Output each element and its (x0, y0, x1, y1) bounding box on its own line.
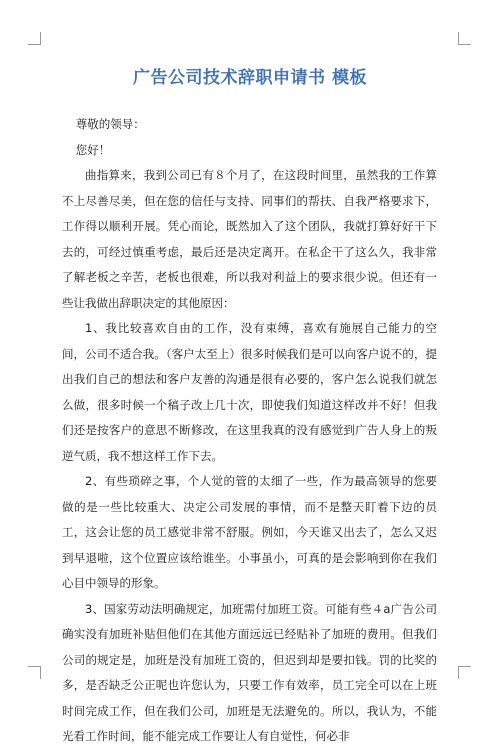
greeting: 您好！ (75, 142, 111, 157)
crop-mark-bottom-right (458, 666, 471, 679)
crop-mark-bottom-left (28, 666, 41, 679)
salutation: 尊敬的领导： (75, 117, 145, 131)
paragraph-reason-3: 3、国家劳动法明确规定，加班需付加班工资。可能有些４a广告公司确实没有加班补贴但他们在其他方面远远已经贴补了加班的费用。但我们公司的规定是，加班是没有加班工资的，但迟到却是要扣钱。罚的比奖的多，是否缺乏公正呢也许您认为，只要工作有效率，员工完全可以在上班时间完成工作，但在我们公司，加班是无法避免的。所以，我认为，不能光看工作时间，能不能完成工作要让人有自觉性，何必非 (62, 601, 437, 743)
document-body (62, 112, 437, 750)
paragraph-intro: 曲指算来，我到公司已有８个月了，在这段时间里，虽然我的工作算不上尽善尽美，但在您的信任与支持、同事们的帮扶、自我严格要求下，工作得以顺利开展。凭心而论，既然加入了这个团队，我就打算好好干下去的，可经过慎重考虑，最后还是决定离开。在私企干了这么久，我非常了解老板之辛苦，老板也很难，所以我对利益上的要求很少说。但还有一些让我做出辞职决定的其他原因： (62, 168, 437, 310)
document-title: 广告公司技术辞职申请书 模板 (133, 68, 367, 88)
paragraph-reason-2: 2、有些琐碎之事，个人觉的管的太细了一些，作为最高领导的您要做的是一些比较重大、决定公司发展的事情，而不是整天盯着下边的员工，这会让您的员工感觉非常不舒服。例如，今天谁又出去了，怎么又迟到早退啦，这个位置应该给谁坐。小事虽小，可真的是会影响到你在我们心目中领导的形象。 (62, 474, 437, 590)
paragraph-reason-1: 1、我比较喜欢自由的工作，没有束缚，喜欢有施展自己能力的空间，公司不适合我。（客户太至上）很多时候我们是可以向客户说不的，提出我们自己的想法和客户友善的沟通是很有必要的，客户怎么说我们就怎么做，很多时候一个稿子改上几十次，即使我们知道这样改并不好！但我们还是按客户的意思不断修改，在这里我真的没有感觉到广告人身上的叛逆气质，我不想这样工作下去。 (62, 321, 437, 463)
crop-mark-top-right (458, 32, 471, 45)
crop-mark-top-left (28, 32, 41, 45)
